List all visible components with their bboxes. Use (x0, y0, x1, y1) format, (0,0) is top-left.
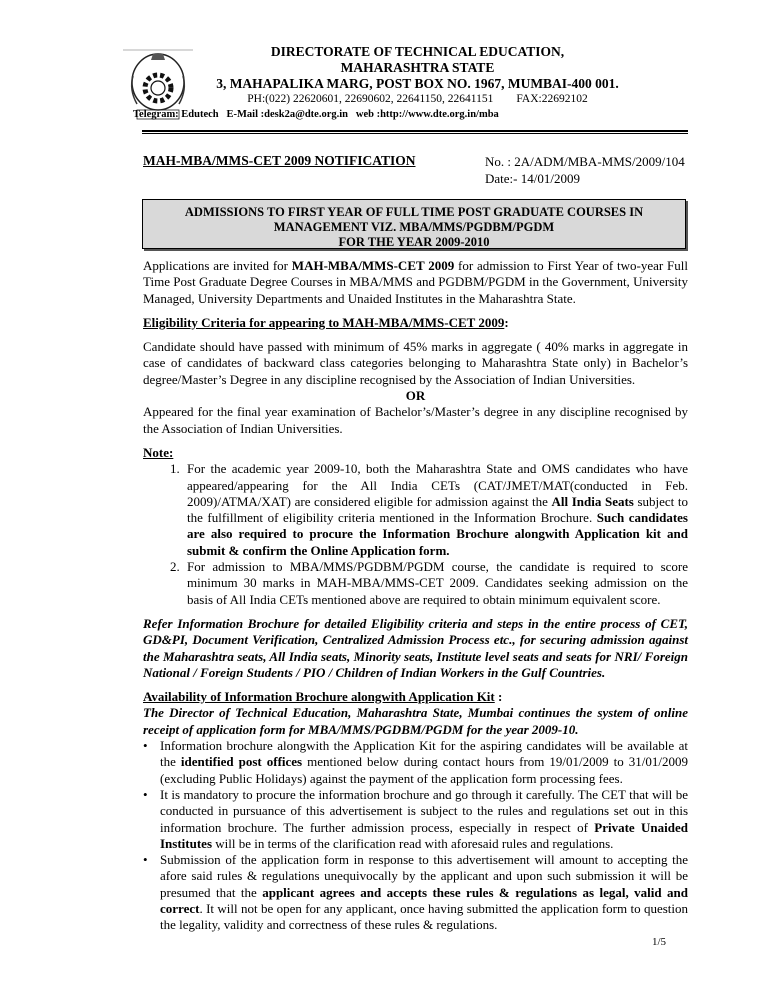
paragraph (143, 339, 688, 388)
list-item (183, 461, 688, 559)
list-item (160, 787, 688, 852)
text-run: Candidate should have passed with minimum of 45% marks in aggregate ( 40% marks in aggregate in case of candidates of backward class categories belonging to Maharashtra State only) in Bachelor’s degree/Master’s Degree in any discipline recognised by the Association of Indian Universities. (143, 339, 688, 387)
text-run: : (504, 314, 509, 330)
notification-date: Date:- 14/01/2009 (485, 171, 580, 186)
fax: FAX:22692102 (516, 93, 588, 105)
text-run: Eligibility Criteria for appearing to MAH-MBA/MMS-CET 2009 (143, 314, 505, 330)
contact-line: Telegram: Edutech E-Mail :desk2a@dte.org.in web :http://www.dte.org.in/mba (133, 109, 499, 120)
paragraph (143, 258, 688, 307)
text-run: : (494, 689, 503, 705)
text-run: Appeared for the final year examination of Bachelor’s/Master’s degree in any discipline recognised by the Association of Indian Universities. (143, 404, 688, 436)
text-run: Refer Information Brochure for detailed Eligibility criteria and steps in the entire process of CET, GD&PI, Document Verification, Centralized Admission Process etc., for securing admission against the Maharashtra seats, All India seats, Minority seats, Institute level seats and seats for NRI/ Foreign National / Foreign Students / PIO / Children of Indian Workers in the Gulf Countries. (143, 615, 688, 680)
text-run: applicant agrees and accepts these rules & regulations as legal, valid and correct (160, 884, 689, 916)
admissions-banner (142, 199, 686, 249)
text-run: mentioned below during contact hours from 19/01/2009 to 31/01/2009 (excluding Public Holidays) against the payment of the application form processing fees. (160, 754, 688, 786)
notification-title: MAH-MBA/MMS-CET 2009 NOTIFICATION (143, 153, 416, 168)
text-run: MAH-MBA/MMS-CET 2009 (291, 258, 455, 273)
paragraph (143, 404, 688, 437)
org-state: MAHARASHTRA STATE (340, 60, 495, 75)
banner-line: ADMISSIONS TO FIRST YEAR OF FULL TIME POST GRADUATE COURSES IN (184, 205, 644, 219)
text-run: Such candidates are also required to procure the Information Brochure alongwith Application kit and submit & confirm the Online Application form. (187, 510, 688, 558)
paragraph (143, 689, 688, 705)
phone-fax (145, 93, 690, 105)
text-run: For admission to MBA/MMS/PGDBM/PGDM course, the candidate is required to score minimum 30 marks in MAH-MBA/MMS-CET 2009. Candidates seeking admission on the basis of All India CETs mentioned above are required to obtain minimum equivalent score. (187, 559, 688, 607)
text-run: for admission to First Year of two-year Full Time Post Graduate Degree Courses in MBA/MMS and PGDBM/PGDM in the Government, University Managed, University Departments and Unaided Institutes in the Maharashtra State. (143, 258, 688, 306)
text-run: Note: (143, 444, 174, 460)
text-run: Availability of Information Brochure alongwith Application Kit (143, 689, 495, 705)
list-item (160, 852, 688, 933)
phone: PH:(022) 22620601, 22690602, 22641150, 22641151 (247, 93, 494, 105)
reference-block (485, 153, 685, 187)
paragraph (143, 705, 688, 738)
notification-number: No. : 2A/ADM/MBA-MMS/2009/104 (485, 154, 685, 169)
text-run: All India Seats (551, 493, 634, 509)
text-run: It is mandatory to procure the information brochure and go through it carefully. The CET that will be conducted in pursuance of this advertisement is subject to the rules and regulations set out in this information brochure. The further admission process, especially in respect of (160, 786, 688, 835)
page-number: 1/5 (652, 936, 667, 948)
text-run: will be in terms of the clarification read with aforesaid rules and regulations. (212, 835, 614, 851)
text-run: Private Unaided Institutes (160, 819, 688, 851)
text-run: The Director of Technical Education, Maharashtra State, Mumbai continues the system of online receipt of application form for MBA/MMS/PGDBM/PGDM for the year 2009-10. (143, 705, 688, 737)
text-run: subject to the fulfillment of eligibility criteria mentioned in the Information Brochure. (187, 493, 688, 526)
bullet-list (143, 738, 688, 934)
text-run: identified post offices (180, 754, 303, 770)
numbered-list (143, 461, 688, 608)
banner-line: FOR THE YEAR 2009-2010 (338, 235, 490, 249)
text-run: Applications are invited for (143, 258, 292, 273)
text-run: Information brochure alongwith the Application Kit for the aspiring candidates will be available at the (160, 738, 688, 770)
paragraph (143, 445, 688, 461)
text-run: For the academic year 2009-10, both the Maharashtra State and OMS candidates who have appeared/appearing for the All India CETs (CAT/JMET/MAT(conducted in Feb. 2009)/ATMA/XAT) are considered eligible for admission against the (187, 461, 688, 509)
text-run: Submission of the application form in response to this advertisement will amount to accepting the afore said rules & regulations unequivocally by the applicant and upon such submission it will be presumed that the (160, 852, 688, 900)
list-item (160, 738, 688, 787)
list-item (183, 559, 688, 608)
text-run: . It will not be open for any applicant, once having submitted the application form to question the legality, validity and correctness of these rules & regulations. (160, 900, 688, 933)
document-body (143, 258, 688, 934)
paragraph (143, 616, 688, 681)
paragraph (143, 388, 688, 404)
text-run: OR (405, 388, 426, 404)
org-name: DIRECTORATE OF TECHNICAL EDUCATION, (270, 44, 565, 59)
paragraph (143, 315, 688, 331)
org-address: 3, MAHAPALIKA MARG, POST BOX NO. 1967, MUMBAI-400 001. (216, 76, 619, 91)
banner-line: MANAGEMENT VIZ. MBA/MMS/PGDBM/PGDM (273, 220, 555, 234)
header-divider (142, 130, 688, 134)
